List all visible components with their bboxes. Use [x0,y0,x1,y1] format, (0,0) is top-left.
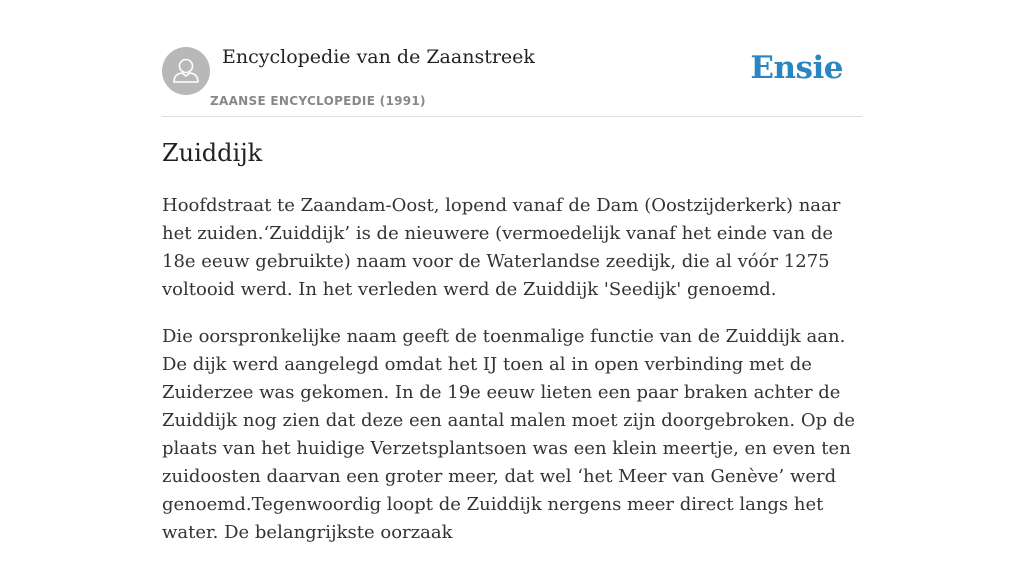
source-header [162,0,862,117]
source-title[interactable]: Encyclopedie van de Zaanstreek [222,46,535,68]
source-subtitle: ZAANSE ENCYCLOPEDIE (1991) [210,94,426,108]
article-paragraph: Hoofdstraat te Zaandam-Oost, lopend vanaf de Dam (Oostzijderkerk) naar het zuiden.‘Zuiddijk’ is de nieuwere (vermoedelijk vanaf het einde van de 18e eeuw gebruikte) naam voor de Waterlandse zeedijk, die al vóór 1275 voltooid werd. In het verleden werd de Zuiddijk 'Seedijk' genoemd. [162,195,841,300]
user-icon[interactable] [162,47,210,95]
article-title: Zuiddijk [162,139,263,167]
article-paragraph: Die oorspronkelijke naam geeft de toenmalige functie van de Zuiddijk aan. De dijk werd aangelegd omdat het IJ toen al in open verbinding met de Zuiderzee was gekomen. In de 19e eeuw lieten een paar braken achter de Zuiddijk nog zien dat deze een aantal malen moet zijn doorgebroken. Op de plaats van het huidige Verzetsplantsoen was een klein meertje, en even ten zuidoosten daarvan een groter meer, dat wel ‘het Meer van Genève’ werd genoemd.Tegenwoordig loopt de Zuiddijk nergens meer direct langs het water. De belangrijkste oorzaak [162,326,855,543]
article-body [162,192,862,566]
brand-logo[interactable]: Ensie [750,50,843,86]
